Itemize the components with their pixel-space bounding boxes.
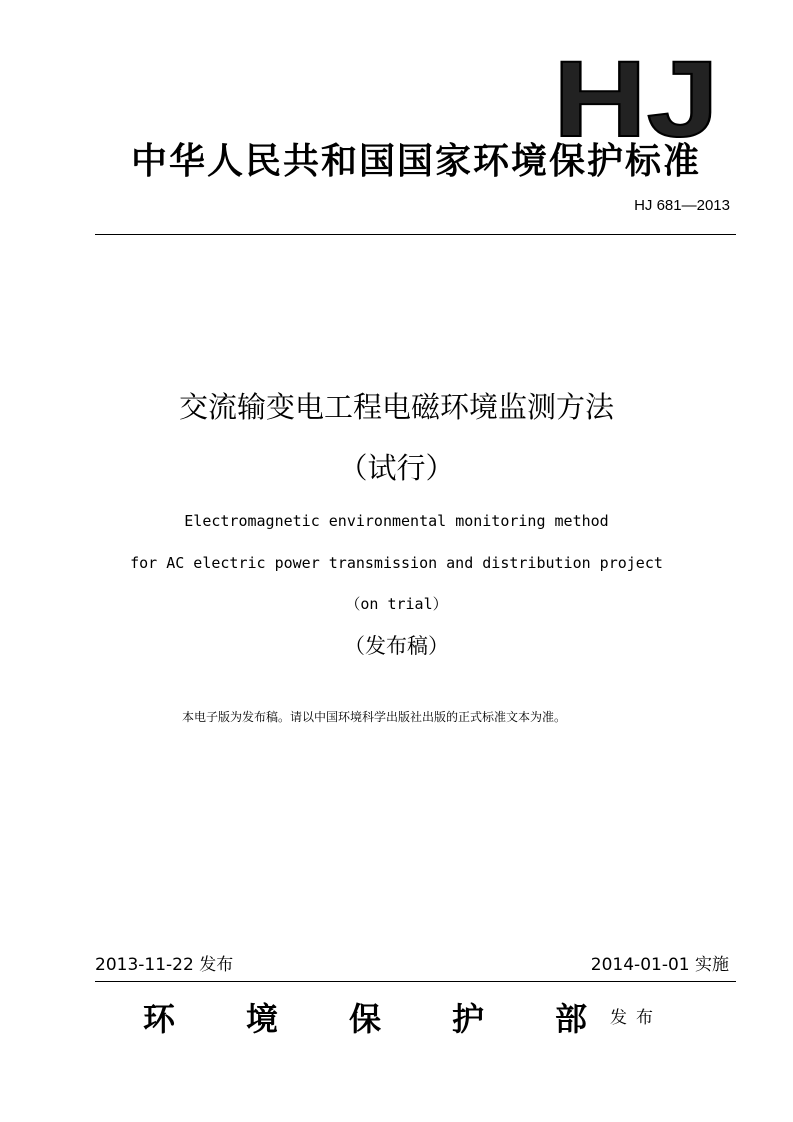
header-divider xyxy=(95,234,736,235)
title-chinese-trial: （试行） xyxy=(338,451,455,485)
issuer-char: 部 xyxy=(555,1000,588,1038)
issuer-char: 境 xyxy=(246,1000,279,1038)
title-english-line-1: Electromagnetic environmental monitoring method xyxy=(184,512,609,530)
release-draft-label: （发布稿） xyxy=(344,634,449,658)
issue-date: 2013-11-22 发布 xyxy=(95,955,234,975)
issuer-name xyxy=(143,994,595,1040)
issuer-suffix: 发布 xyxy=(610,1008,662,1028)
title-english-line-2: for AC electric power transmission and distribution project xyxy=(130,554,663,572)
footer-divider xyxy=(95,981,736,982)
organization-title: 中华人民共和国国家环境保护标准 xyxy=(130,140,701,182)
issuer-char: 护 xyxy=(452,1000,485,1038)
hj-logo xyxy=(553,52,719,140)
effective-date: 2014-01-01 实施 xyxy=(590,955,729,975)
issuer-char: 保 xyxy=(349,1000,382,1038)
notice-text: 本电子版为发布稿。请以中国环境科学出版社出版的正式标准文本为准。 xyxy=(182,710,567,724)
issuer-char: 环 xyxy=(143,1000,176,1038)
standard-number: HJ 681—2013 xyxy=(634,197,730,214)
title-english-trial: （on trial） xyxy=(345,595,448,613)
hj-logo-text: HJ xyxy=(553,52,719,140)
title-chinese: 交流输变电工程电磁环境监测方法 xyxy=(178,390,614,424)
